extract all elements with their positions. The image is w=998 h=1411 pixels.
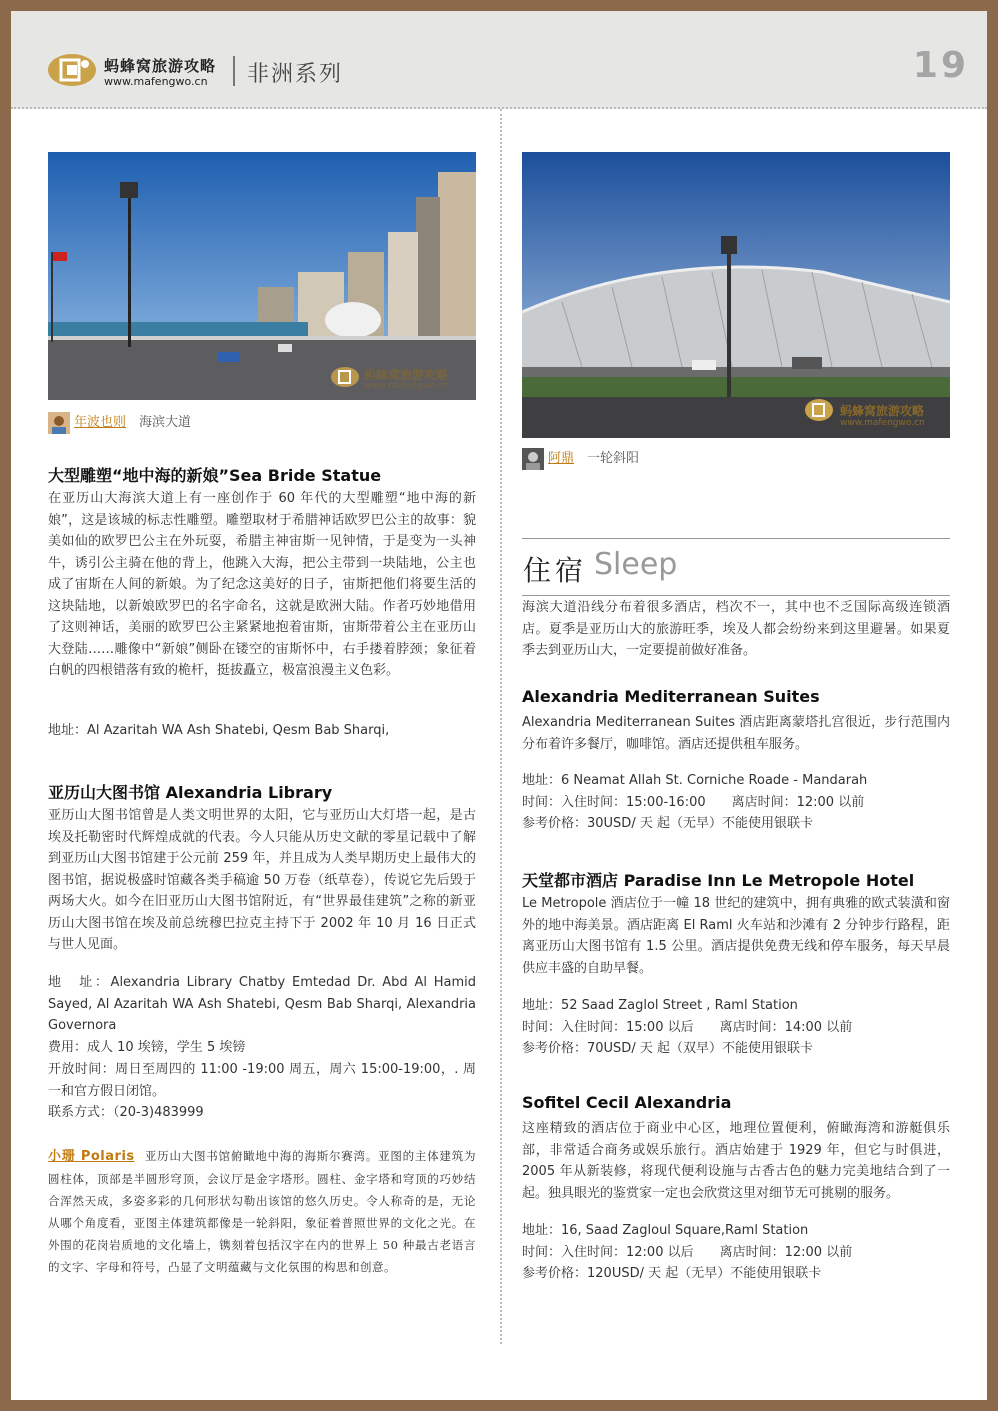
comment-text: 亚历山大图书馆俯瞰地中海的海斯尔赛湾。亚图的主体建筑为圆柱体，顶部是半圆形穹顶，会议厅是金字塔形。圆柱、金字塔和穹顶的巧妙结合浑然天成，多姿多彩的几何形状勾勒出该馆的悠久历史。令人称奇的是，无论从哪个角度看，亚图主体建筑都像是一轮斜阳，象征着普照世界的文化之光。在外围的花岗岩质地的文化墙上，镌刻着包括汉字在内的世界上 50 种最古老语言的文字、字母和符号，凸显了文明蕴藏与文化氛围的构思和创意。 [48, 1149, 476, 1274]
column-divider [500, 109, 502, 1344]
page [11, 11, 987, 1400]
photo-watermark-url: www.mafengwo.cn [364, 381, 449, 391]
brand-name: 蚂蜂窝旅游攻略 [104, 57, 217, 75]
hotel-time: 时间：入住时间：15:00 以后 离店时间：14:00 以前 [522, 1020, 853, 1035]
sleep-title-en: Sleep [594, 547, 678, 582]
hotel-desc: 这座精致的酒店位于商业中心区，地理位置便利，俯瞰海湾和游艇俱乐部，非常适合商务或娱乐旅行。酒店始建于 1929 年，但它与时俱进，2005 年从新装修，将现代便利设施与古香古色的魅力完美地结合到了一起。独具眼光的鉴赏家一定也会欣赏这里对细节无可挑剔的服务。 [522, 1121, 950, 1201]
avatar [522, 448, 544, 470]
mafengwo-logo-icon [47, 52, 97, 88]
hotel-time: 时间：入住时间：12:00 以后 离店时间：12:00 以前 [522, 1245, 853, 1260]
hotel-address: 地址：16, Saad Zagloul Square,Raml Station [522, 1223, 809, 1238]
page-number: 19 [912, 45, 969, 86]
user-comment [48, 1145, 476, 1278]
library-hours: 开放时间：周日至周四的 11:00 -19:00 周五，周六 15:00-19:00，. 周一和官方假日闭馆。 [48, 1062, 476, 1099]
library-contact: 联系方式：（20-3)483999 [48, 1105, 204, 1120]
hotel-price: 参考价格：120USD/ 天 起（无早）不能使用银联卡 [522, 1266, 822, 1281]
comment-user-link[interactable]: 小珊 Polaris [48, 1149, 135, 1164]
library-title: 亚历山大图书馆 Alexandria Library [48, 783, 333, 802]
hotel-name: 天堂都市酒店 Paradise Inn Le Metropole Hotel [522, 871, 915, 890]
photo-watermark-brand: 蚂蜂窝旅游攻略 [364, 368, 449, 382]
series-title: 非洲系列 [247, 62, 344, 87]
photo-corniche [48, 152, 476, 400]
library-fee: 费用：成人 10 埃镑，学生 5 埃镑 [48, 1040, 246, 1055]
hotel-time: 时间：入住时间：15:00-16:00 离店时间：12:00 以前 [522, 795, 865, 810]
watermark-logo-icon [330, 366, 360, 388]
photo-credit-1 [48, 411, 191, 434]
sleep-section-heading [522, 538, 950, 596]
sea-bride-address: 地址：Al Azaritah WA Ash Shatebi, Qesm Bab Sharqi, [48, 723, 390, 738]
hotel-name: Alexandria Mediterranean Suites [522, 687, 820, 706]
hotel-desc: Le Metropole 酒店位于一幢 18 世纪的建筑中，拥有典雅的欧式装潢和窗外的地中海美景。酒店距离 El Raml 火车站和沙滩有 2 分钟步行路程，距离亚历山大图书馆有 1.5 公里。酒店提供免费无线和停车服务，每天早晨供应丰盛的自助早餐。 [522, 896, 950, 976]
photo-watermark-brand: 蚂蜂窝旅游攻略 [840, 404, 925, 418]
library-address: 地 址：Alexandria Library Chatby Emtedad Dr. Abd Al Hamid Sayed, Al Azaritah WA Ash Shatebi, Qesm Bab Sharqi, Alexandria Governora [48, 975, 476, 1033]
credit-user-link[interactable]: 阿鼎 [548, 451, 575, 466]
brand-url: www.mafengwo.cn [104, 75, 208, 88]
sleep-intro: 海滨大道沿线分布着很多酒店，档次不一，其中也不乏国际高级连锁酒店。夏季是亚历山大的旅游旺季，埃及人都会纷纷来到这里避暑。如果夏季去到亚历山大，一定要提前做好准备。 [522, 600, 950, 658]
corniche-image [48, 152, 476, 400]
library-image [522, 152, 950, 438]
avatar [48, 412, 70, 434]
sea-bride-title: 大型雕塑“地中海的新娘”Sea Bride Statue [48, 466, 382, 485]
header-separator [233, 56, 235, 86]
hotel-name: Sofitel Cecil Alexandria [522, 1093, 732, 1112]
credit-caption: 海滨大道 [139, 415, 192, 430]
sleep-title-zh: 住宿 [523, 554, 588, 587]
watermark-logo-icon [804, 398, 834, 422]
page-header [11, 11, 987, 109]
sea-bride-body: 在亚历山大海滨大道上有一座创作于 60 年代的大型雕塑“地中海的新娘”，这是该城的标志性雕塑。雕塑取材于希腊神话欧罗巴公主的故事：貌美如仙的欧罗巴公主在外玩耍，希腊主神宙斯一见钟情，于是变为一头神牛，诱引公主骑在他的背上，他跳入大海，把公主带到一块陆地，公主也成了宙斯在人间的新娘。为了纪念这美好的日子，宙斯把他们将要生活的这块陆地，以新娘欧罗巴的名字命名，这就是欧洲大陆。作者巧妙地借用了这则神话，美丽的欧罗巴公主紧紧地抱着宙斯，宙斯带着公主在亚历山大登陆……雕像中“新娘”侧卧在镂空的宙斯怀中，右手搂着脖颈；象征着白帆的四根错落有致的桅杆，挺拔矗立，极富浪漫主义色彩。 [48, 491, 476, 678]
credit-user-link[interactable]: 年波也则 [74, 415, 127, 430]
photo-credit-2 [522, 447, 639, 470]
library-body: 亚历山大图书馆曾是人类文明世界的太阳，它与亚历山大灯塔一起，是古埃及托勒密时代辉煌成就的代表。今人只能从历史文献的零星记载中了解到亚历山大图书馆建于公元前 259 年，并且成为人类早期历史上最伟大的图书馆，据说极盛时馆藏各类手稿逾 50 万卷（纸草卷），传说它先后毁于两场大火。如今在旧亚历山大图书馆附近，有“世界最佳建筑”之称的新亚历山大图书馆在埃及前总统穆巴拉克主持下于 2002 年 10 月 16 日正式与世人见面。 [48, 808, 476, 952]
credit-caption: 一轮斜阳 [587, 451, 640, 466]
hotel-price: 参考价格：70USD/ 天 起（双早）不能使用银联卡 [522, 1041, 813, 1056]
hotel-desc: Alexandria Mediterranean Suites 酒店距离蒙塔扎宫很近，步行范围内分布着许多餐厅，咖啡馆。酒店还提供租车服务。 [522, 715, 950, 752]
hotel-address: 地址：6 Neamat Allah St. Corniche Roade - Mandarah [522, 773, 868, 788]
hotel-price: 参考价格：30USD/ 天 起（无早）不能使用银联卡 [522, 816, 813, 831]
photo-library [522, 152, 950, 438]
hotel-address: 地址：52 Saad Zaglol Street , Raml Station [522, 998, 798, 1013]
photo-watermark-url: www.mafengwo.cn [840, 418, 925, 428]
